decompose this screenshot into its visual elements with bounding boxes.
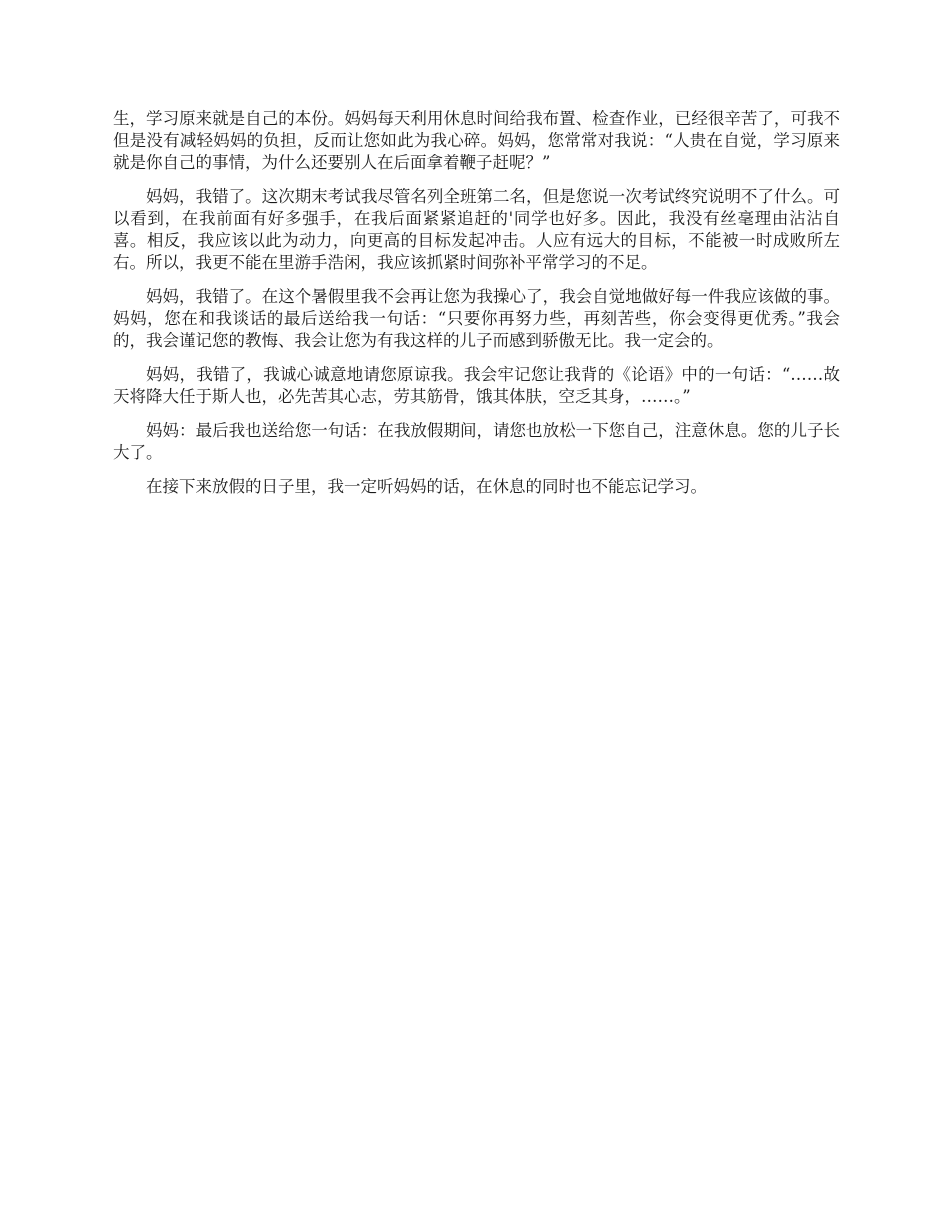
paragraph-3: 妈妈，我错了。在这个暑假里我不会再让您为我操心了，我会自觉地做好每一件我应该做的事。妈妈，您在和我谈话的最后送给我一句话：“只要你再努力些，再刻苦些，你会变得更优秀。”我会的，我会谨记您的教悔、我会让您为有我这样的儿子而感到骄傲无比。我一定会的。 (113, 287, 840, 350)
paragraph-1: 生，学习原来就是自己的本份。妈妈每天利用休息时间给我布置、检查作业，已经很辛苦了，可我不但是没有减轻妈妈的负担，反而让您如此为我心碎。妈妈，您常常对我说：“人贵在自觉，学习原来就是你自己的事情，为什么还要别人在后面拿着鞭子赶呢？” (113, 109, 840, 172)
paragraph-5: 妈妈：最后我也送给您一句话：在我放假期间，请您也放松一下您自己，注意休息。您的儿子长大了。 (113, 421, 840, 462)
document-page (113, 108, 840, 510)
paragraph-4: 妈妈，我错了，我诚心诚意地请您原谅我。我会牢记您让我背的《论语》中的一句话：“……故天将降大任于斯人也，必先苦其心志，劳其筋骨，饿其体肤，空乏其身，……。” (113, 365, 840, 406)
paragraph-2: 妈妈，我错了。这次期末考试我尽管名列全班第二名，但是您说一次考试终究说明不了什么。可以看到，在我前面有好多强手，在我后面紧紧追赶的'同学也好多。因此，我没有丝毫理由沾沾自喜。相反，我应该以此为动力，向更高的目标发起冲击。人应有远大的目标，不能被一时成败所左右。所以，我更不能在里游手浩闲，我应该抓紧时间弥补平常学习的不足。 (113, 187, 840, 272)
paragraph-6: 在接下来放假的日子里，我一定听妈妈的话，在休息的同时也不能忘记学习。 (146, 477, 707, 496)
